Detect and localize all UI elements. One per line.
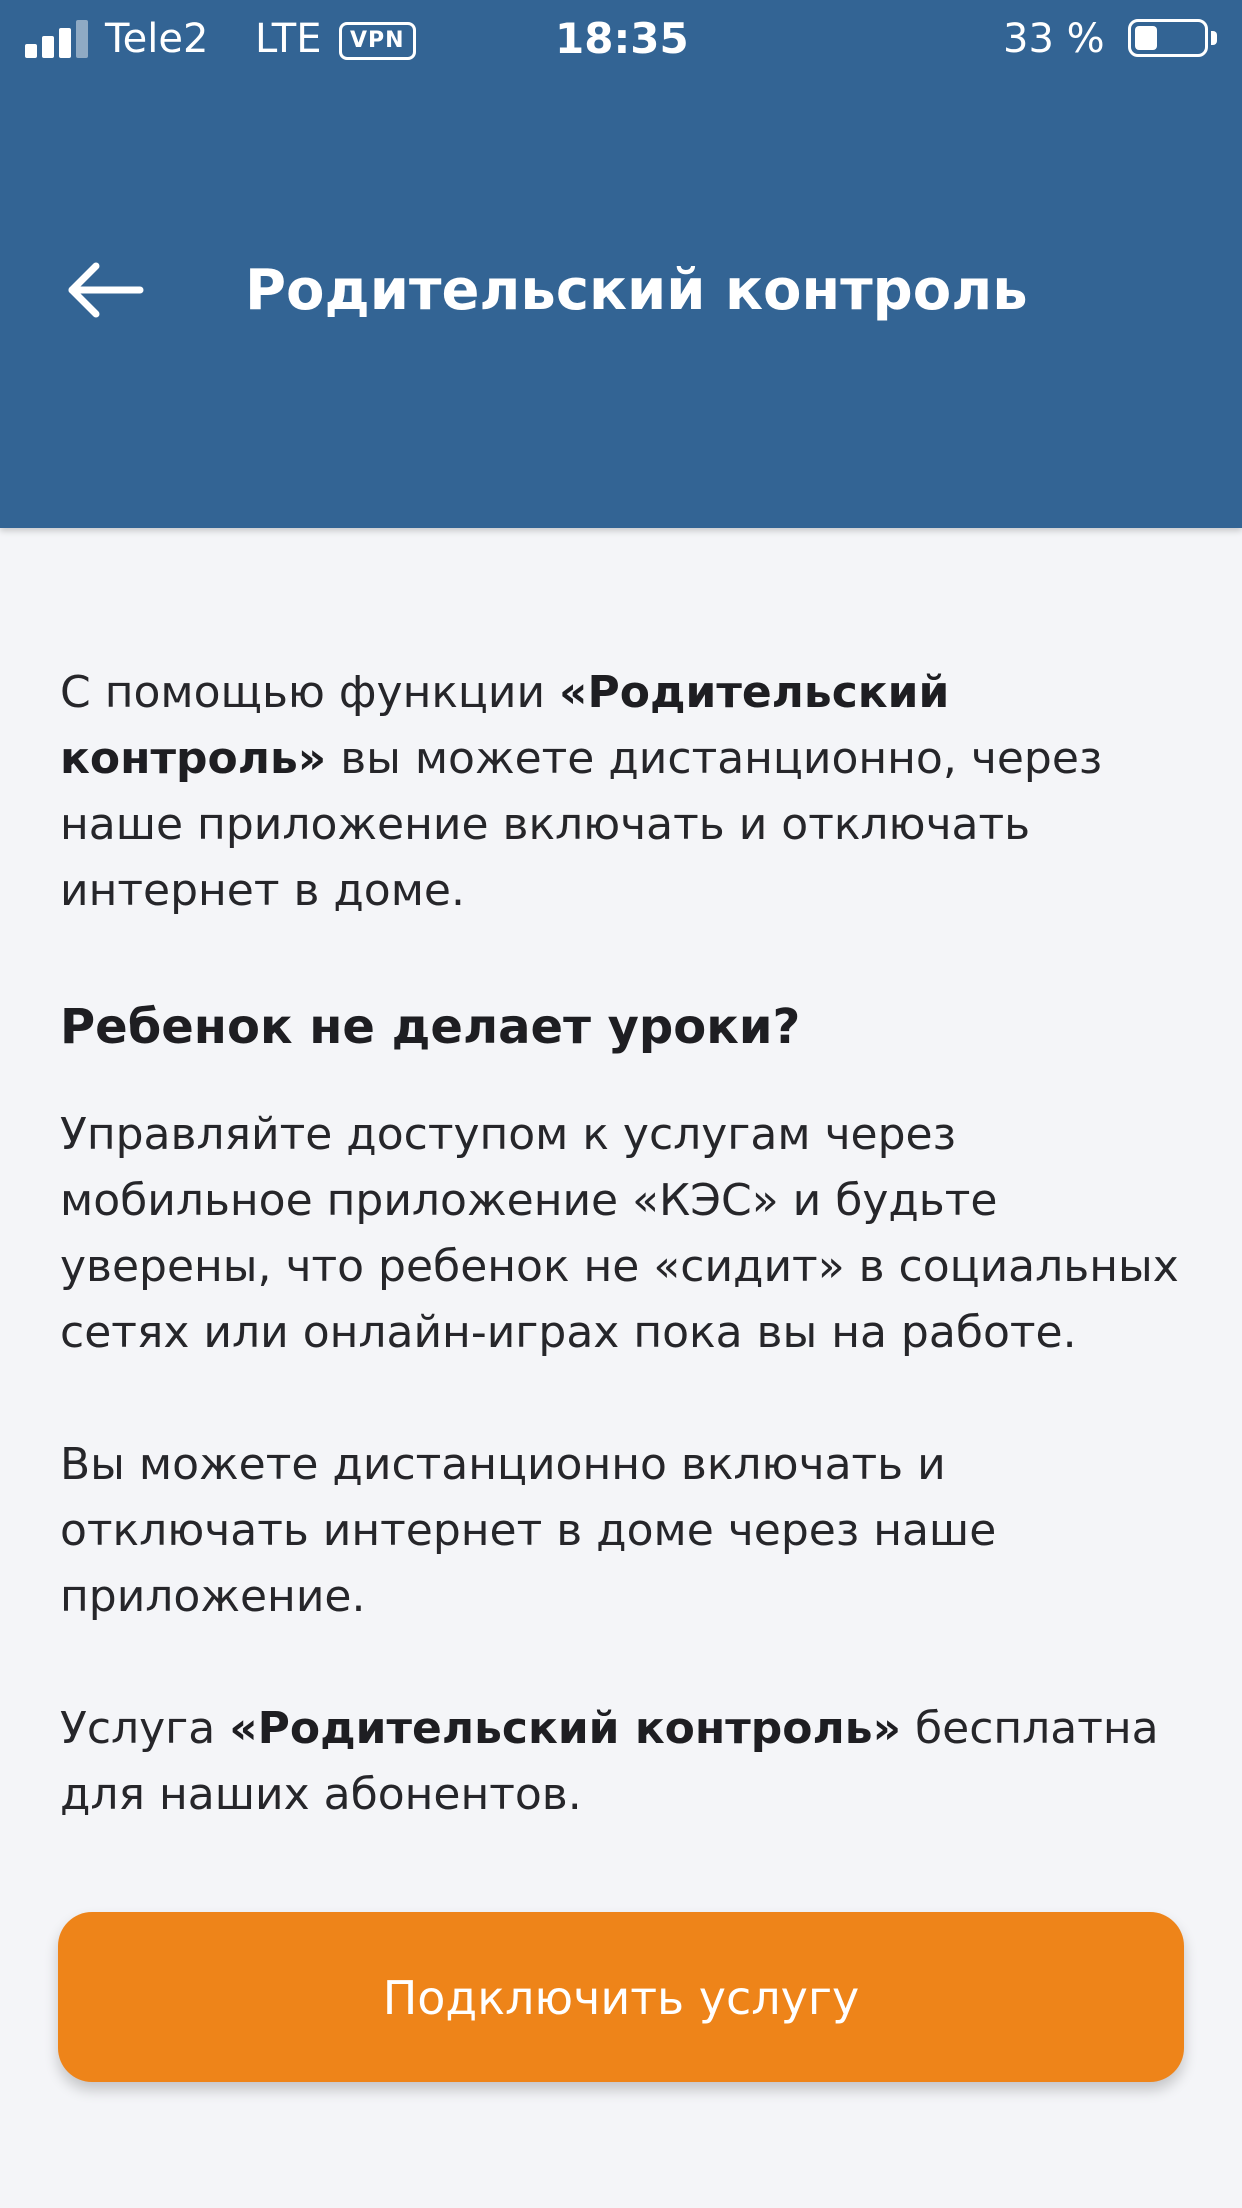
status-time: 18:35 xyxy=(555,14,689,63)
free-text-after: бесплатна для наших абонентов. xyxy=(60,1703,1159,1820)
network-type: LTE xyxy=(255,16,322,62)
page-title: Родительский контроль xyxy=(245,258,1028,323)
arrow-left-icon xyxy=(60,250,160,330)
paragraph-access-control: Управляйте доступом к услугам через мобильное приложение «КЭС» и будьте уверены, что ребенок не «сидит» в социальных сетях или онлайн-играх пока вы на работе. xyxy=(60,1109,1179,1358)
section-heading: Ребенок не делает уроки? xyxy=(60,999,801,1055)
intro-text-before: С помощью функции xyxy=(60,667,560,718)
back-button[interactable] xyxy=(60,250,160,330)
paragraph-free-service xyxy=(60,1696,1190,1828)
battery-fill xyxy=(1135,26,1157,50)
connect-service-button[interactable]: Подключить услугу xyxy=(58,1912,1184,2082)
free-service-name: «Родительский контроль» xyxy=(229,1703,902,1754)
intro-paragraph xyxy=(60,660,1190,924)
content-area xyxy=(60,660,1190,1894)
vpn-badge: VPN xyxy=(339,22,416,60)
intro-text-after: вы можете дистанционно, через наше приложение включать и отключать интернет в доме. xyxy=(60,733,1103,916)
paragraph-remote-internet: Вы можете дистанционно включать и отключать интернет в доме через наше приложение. xyxy=(60,1439,997,1622)
status-bar xyxy=(0,0,1242,80)
intro-service-name: «Родительский контроль» xyxy=(60,667,950,784)
battery-cap xyxy=(1211,31,1217,45)
app-header xyxy=(0,0,1242,528)
carrier-name: Tele2 xyxy=(105,16,209,62)
free-text-before: Услуга xyxy=(60,1703,230,1754)
battery-icon xyxy=(1128,19,1208,57)
battery-percent: 33 % xyxy=(1003,16,1105,62)
signal-strength-icon xyxy=(25,20,89,58)
